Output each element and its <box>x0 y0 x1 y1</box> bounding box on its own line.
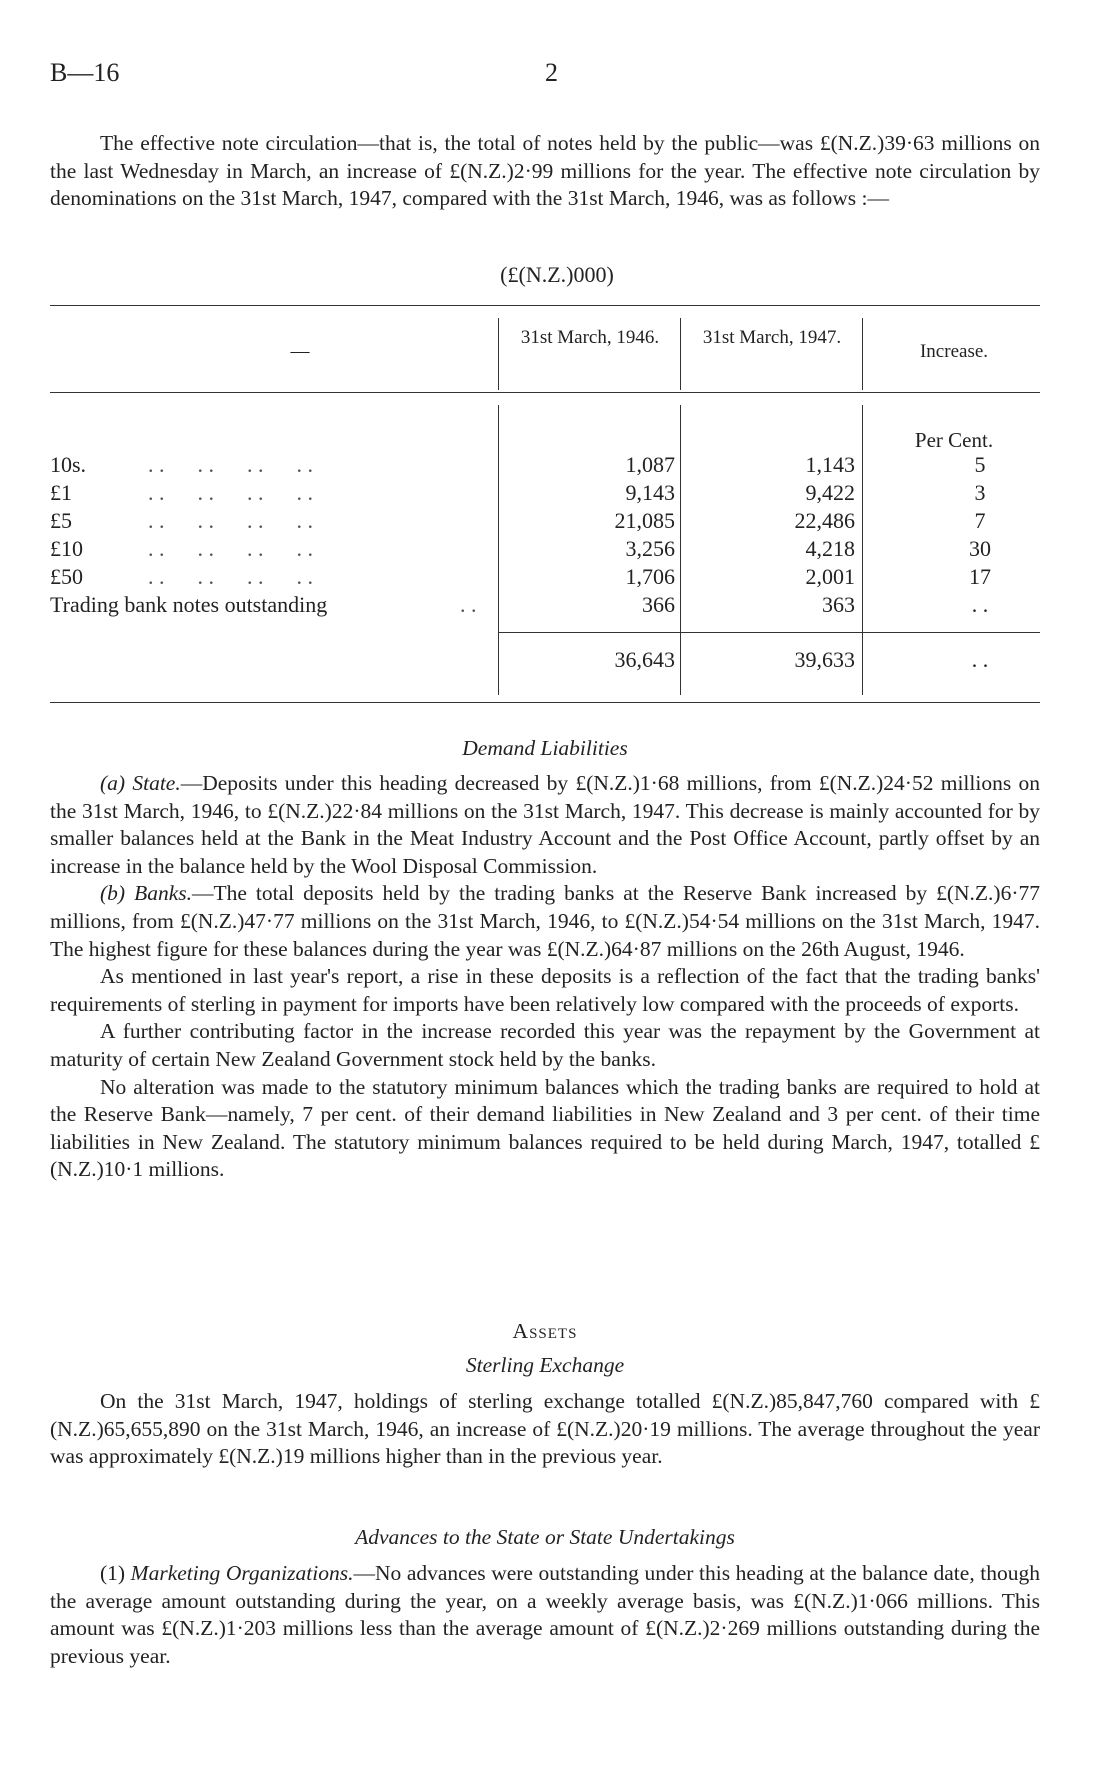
banks-label: (b) <box>100 881 126 906</box>
row-leader: . . <box>460 592 477 617</box>
col-divider-2 <box>680 318 681 390</box>
table-top-rule <box>50 305 1040 306</box>
table-row <box>50 536 1050 564</box>
table-row <box>50 452 1050 480</box>
col-header-1947: 31st March, 1947. <box>702 327 842 348</box>
table-row <box>50 564 1050 592</box>
value-1947: 2,001 <box>805 564 855 589</box>
row-label: 10s. <box>50 452 87 477</box>
banks-title: Banks. <box>134 881 192 906</box>
col-divider-3 <box>862 318 863 390</box>
value-1946: 366 <box>642 592 675 617</box>
row-leader: . . . . . . . . <box>148 508 313 533</box>
row-leader: . . . . . . . . <box>148 564 313 589</box>
state-title: State. <box>132 771 181 795</box>
advances-heading: Advances to the State or State Undertakings <box>355 1525 735 1549</box>
sterling-exchange-body <box>50 1388 1040 1471</box>
value-increase: 7 <box>974 508 986 533</box>
total-1946: 36,643 <box>614 647 675 672</box>
value-increase: 30 <box>969 536 991 561</box>
assets-heading: Assets <box>512 1319 578 1343</box>
state-paragraph <box>50 770 1040 880</box>
sterling-exchange-heading: Sterling Exchange <box>465 1353 625 1377</box>
further-paragraph: A further contributing factor in the increase recorded this year was the repayment by the Government at maturity of certain New Zealand Government stock held by the banks. <box>50 1019 1040 1071</box>
row-leader: . . . . . . . . <box>148 452 313 477</box>
col-header-blank: — <box>290 341 310 362</box>
table-total-row <box>50 647 1050 675</box>
value-1947: 1,143 <box>805 452 855 477</box>
marketing-paragraph <box>50 1560 1040 1670</box>
col-divider-1 <box>498 318 499 390</box>
value-1946: 9,143 <box>625 480 675 505</box>
total-1947: 39,633 <box>794 647 855 672</box>
demand-liabilities-heading: Demand Liabilities <box>462 736 628 760</box>
value-increase: 5 <box>974 452 986 477</box>
marketing-text: —No advances were outstanding under this heading at the balance date, though the average amount outstanding during the year, on a weekly average basis, was £(N.Z.)1·066 millions. This amount was £(N.Z.)1·203 millions less than the average amount of £(N.Z.)2·269 millions outstanding during the previous year. <box>50 1561 1041 1668</box>
sterling-paragraph: On the 31st March, 1947, holdings of sterling exchange totalled £(N.Z.)85,847,760 compared with £(N.Z.)65,655,890 on the 31st March, 1946, an increase of £(N.Z.)20·19 millions. The average throughout the year was approximately £(N.Z.)19 millions higher than in the previous year. <box>50 1389 1040 1469</box>
marketing-title: Marketing Organizations. <box>130 1561 354 1585</box>
row-leader: . . . . . . . . <box>148 536 313 561</box>
increase-unit: Per Cent. <box>914 428 994 452</box>
row-label: £1 <box>50 480 72 505</box>
table-row <box>50 508 1050 536</box>
row-label: Trading bank notes outstanding <box>50 592 328 617</box>
total-increase: . . <box>971 647 989 672</box>
state-text: —Deposits under this heading decreased by £(N.Z.)1·68 millions, from £(N.Z.)24·52 millions on the 31st March, 1946, to £(N.Z.)22·84 millions on the 31st March, 1947. This decrease is mainly accounted for by smaller balances held at the Bank in the Meat Industry Account and the Post Office Account, partly offset by an increase in the balance held by the Wool Disposal Commission. <box>50 771 1040 878</box>
value-increase: . . <box>971 592 989 617</box>
value-1947: 9,422 <box>805 480 855 505</box>
value-1947: 363 <box>822 592 855 617</box>
col-header-increase: Increase. <box>919 341 989 362</box>
alteration-paragraph: No alteration was made to the statutory minimum balances which the trading banks are required to hold at the Reserve Bank—namely, 7 per cent. of their demand liabilities in New Zealand and 3 per cent. of their time liabilities in New Zealand. The statutory minimum balances required to be held during March, 1947, totalled £(N.Z.)10·1 millions. <box>50 1074 1040 1182</box>
intro-paragraph <box>50 130 1040 213</box>
marketing-label: (1) <box>100 1561 126 1585</box>
col-header-1946: 31st March, 1946. <box>520 327 660 348</box>
banks-text: —The total deposits held by the trading banks at the Reserve Bank increased by £(N.Z.)6·77 millions, from £(N.Z.)47·77 millions on the 31st March, 1946, to £(N.Z.)54·54 millions on the 31st March, 1947. The highest figure for these balances during the year was £(N.Z.)64·87 millions on the 26th August, 1946. <box>50 881 1040 961</box>
table-total-rule <box>498 632 1040 633</box>
document-reference: B—16 <box>50 58 120 87</box>
value-1946: 21,085 <box>614 508 675 533</box>
demand-liabilities-body <box>50 770 1040 1184</box>
table-row <box>50 592 1050 620</box>
table-bottom-rule <box>50 702 1040 703</box>
intro-text: The effective note circulation—that is, the total of notes held by the public—was £(N.Z.)39·63 millions on the last Wednesday in March, an increase of £(N.Z.)2·99 millions for the year. The effective note circulation by denominations on the 31st March, 1947, compared with the 31st March, 1946, was as follows :— <box>50 131 1040 211</box>
advances-body <box>50 1560 1040 1670</box>
state-label: (a) <box>100 771 126 795</box>
row-leader: . . . . . . . . <box>148 480 313 505</box>
value-1946: 1,706 <box>625 564 675 589</box>
value-increase: 17 <box>969 564 991 589</box>
table-header-rule <box>50 392 1040 393</box>
row-label: £50 <box>50 564 83 589</box>
table-unit: (£(N.Z.)000) <box>500 262 614 287</box>
banks-paragraph <box>50 880 1040 963</box>
row-label: £5 <box>50 508 72 533</box>
mentioned-paragraph: As mentioned in last year's report, a rise in these deposits is a reflection of the fact that the trading banks' requirements of sterling in payment for imports have been relatively low compared with the proceeds of exports. <box>50 964 1040 1016</box>
table-row <box>50 480 1050 508</box>
value-increase: 3 <box>974 480 986 505</box>
value-1947: 4,218 <box>805 536 855 561</box>
value-1946: 3,256 <box>625 536 675 561</box>
page-number: 2 <box>545 58 558 87</box>
value-1946: 1,087 <box>625 452 675 477</box>
row-label: £10 <box>50 536 83 561</box>
value-1947: 22,486 <box>794 508 855 533</box>
